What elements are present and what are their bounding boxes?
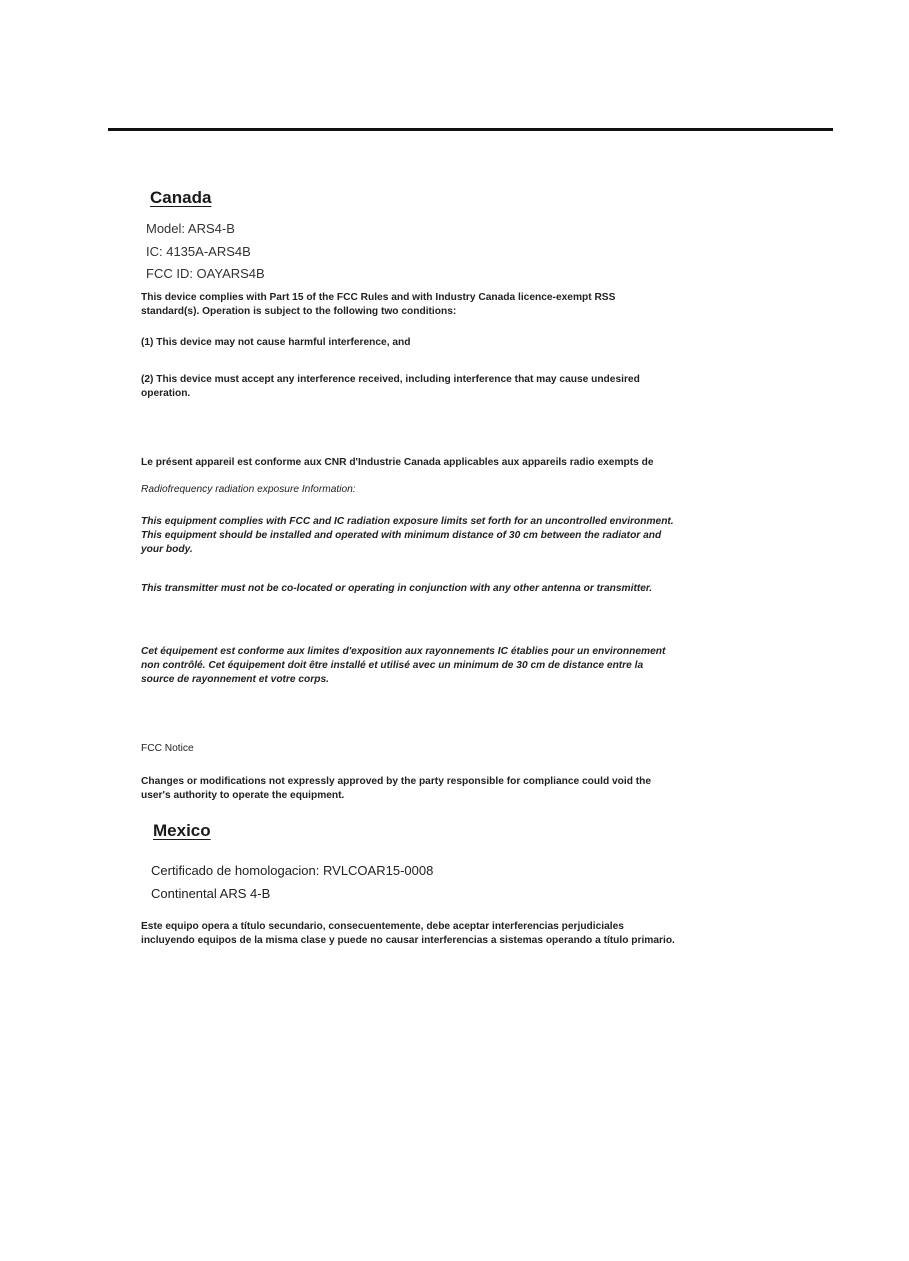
fr-rf-paragraph bbox=[141, 645, 665, 687]
fr-rf-line-2: non contrôlé. Cet équipement doit être installé et utilisé avec un minimum de 30 cm de distance entre la bbox=[141, 660, 644, 671]
rf-paragraph bbox=[141, 515, 674, 557]
mexico-heading: Mexico bbox=[153, 821, 211, 840]
rf-line-3: your body. bbox=[141, 544, 193, 555]
colocate-statement: This transmitter must not be co-located or operating in conjunction with any other antenna or transmitter. bbox=[141, 583, 653, 594]
fr-rf-line-1: Cet équipement est conforme aux limites d'exposition aux rayonnements IC établies pour un environnement bbox=[141, 646, 666, 657]
french-statement: Le présent appareil est conforme aux CNR d'Industrie Canada applicables aux appareils radio exempts de bbox=[141, 457, 654, 468]
compliance-paragraph bbox=[141, 291, 615, 319]
top-rule bbox=[108, 128, 833, 131]
condition-1: (1) This device may not cause harmful interference, and bbox=[141, 337, 411, 348]
mexico-statement bbox=[141, 920, 675, 948]
condition-2-line-2: operation. bbox=[141, 388, 191, 399]
fcc-notice-title: FCC Notice bbox=[141, 743, 194, 754]
compliance-line-2: standard(s). Operation is subject to the following two conditions: bbox=[141, 306, 457, 317]
mexico-statement-line-2: incluyendo equipos de la misma clase y puede no causar interferencias a sistemas operando a título primario. bbox=[141, 935, 675, 946]
ic-line: IC: 4135A-ARS4B bbox=[146, 244, 251, 259]
mexico-statement-line-1: Este equipo opera a título secundario, consecuentemente, debe aceptar interferencias perjudiciales bbox=[141, 921, 624, 932]
condition-2 bbox=[141, 373, 640, 401]
fr-rf-line-3: source de rayonnement et votre corps. bbox=[141, 674, 329, 685]
rf-line-1: This equipment complies with FCC and IC radiation exposure limits set forth for an uncontrolled environment. bbox=[141, 516, 674, 527]
model-line: Model: ARS4-B bbox=[146, 221, 235, 236]
fcc-notice-paragraph bbox=[141, 775, 651, 803]
condition-2-line-1: (2) This device must accept any interference received, including interference that may cause undesired bbox=[141, 374, 640, 385]
canada-heading: Canada bbox=[150, 188, 212, 207]
fcc-id-line: FCC ID: OAYARS4B bbox=[146, 266, 265, 281]
mexico-certificate: Certificado de homologacion: RVLCOAR15-0008 bbox=[151, 863, 434, 878]
fcc-notice-line-2: user's authority to operate the equipment. bbox=[141, 790, 345, 801]
fcc-notice-line-1: Changes or modifications not expressly approved by the party responsible for compliance could void the bbox=[141, 776, 652, 787]
compliance-line-1: This device complies with Part 15 of the FCC Rules and with Industry Canada licence-exempt RSS bbox=[141, 292, 616, 303]
rf-line-2: This equipment should be installed and operated with minimum distance of 30 cm between the radiator and bbox=[141, 530, 662, 541]
mexico-product: Continental ARS 4-B bbox=[151, 886, 271, 901]
rf-title: Radiofrequency radiation exposure Information: bbox=[141, 484, 356, 495]
